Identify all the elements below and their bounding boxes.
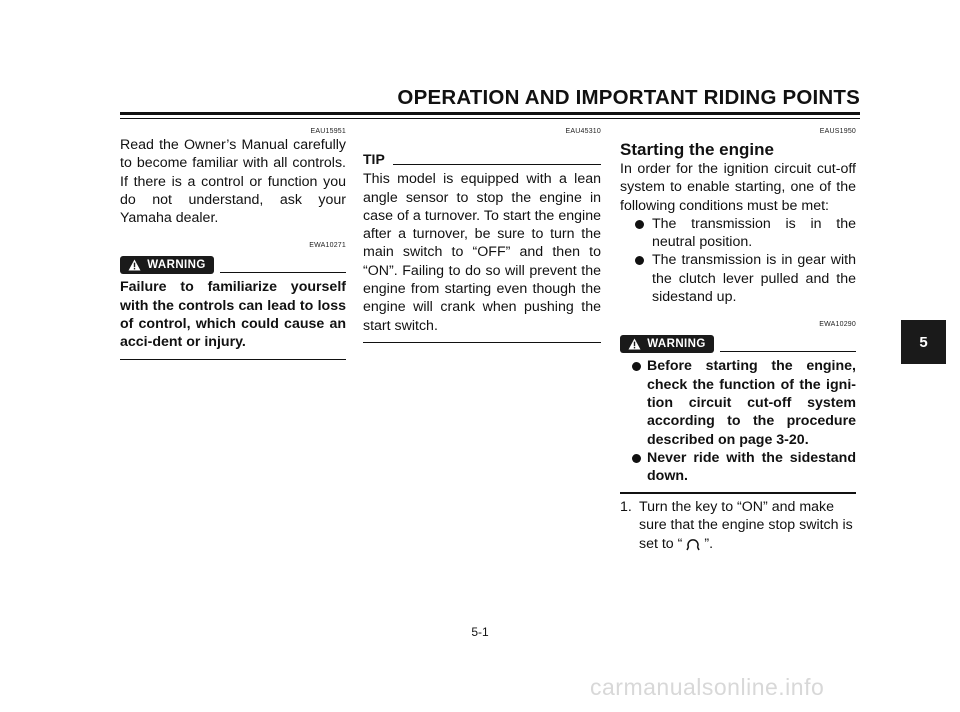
tip-header [363,150,601,168]
warning-header [120,256,346,274]
bullet-icon [635,256,644,265]
bullet-icon [632,454,641,463]
bullet-icon [635,220,644,229]
step-text-before: Turn the key to “ON” and make sure that the engine stop switch is set to “ [639,498,853,552]
conditions-list [620,215,856,306]
list-item: Never ride with the sidestand down. [620,449,856,486]
header-rule-thin [120,118,860,119]
section-code: EAUS1950 [819,128,856,135]
list-item: Before starting the engine, check the function of the igni-tion circuit cut-off system according to the procedure described on page 3-20. [620,357,856,448]
step-text-after: ”. [704,535,714,552]
header-rule-thick [120,112,860,115]
warning-header [620,335,856,353]
section-title: Starting the engine [620,140,774,159]
column-1 [120,127,346,360]
page-number: 5-1 [471,625,489,639]
list-item: The transmission is in gear with the clutch lever pulled and the sidestand up. [620,251,856,306]
warning-header-rule [720,351,856,353]
page-title: OPERATION AND IMPORTANT RIDING POINTS [397,86,860,109]
intro-paragraph: Read the Owner’s Manual carefully to become familiar with all controls. If there is a control or function you do not understand, ask your Yamaha dealer. [120,137,346,227]
chapter-tab: 5 [901,320,946,364]
warning-badge [620,335,714,353]
section-code: EAU45310 [565,128,601,135]
warning-end-rule [120,359,346,361]
watermark: carmanualsonline.info [590,674,825,700]
warning-end-rule [620,492,856,494]
column-3 [620,127,856,556]
warning-header-rule [220,272,346,274]
warning-badge [120,256,214,274]
tip-text: This model is equipped with a lean angle sensor to stop the engine in case of a turnover. To start the engine after a turnover, be sure to turn the main switch to “OFF” and then to “ON”. Failing to do so will prevent the engine from starting even though the engine will crank when pushing the start switch. [363,171,601,334]
step-item [620,498,856,556]
tip-end-rule [363,342,601,343]
list-item: The transmission is in the neutral position. [620,215,856,252]
warning-label: WARNING [647,338,706,351]
engine-stop-run-icon [686,536,700,556]
column-2 [363,127,601,343]
bullet-icon [632,362,641,371]
warning-code: EWA10271 [309,242,346,250]
tip-label: TIP [363,151,385,167]
tip-header-rule [393,164,601,165]
warning-list [620,357,856,485]
conditions-intro: In order for the ignition circuit cut-off system to enable starting, one of the following conditions must be met: [620,161,856,214]
warning-triangle-icon [628,338,641,350]
warning-text: Failure to familiarize yourself with the controls can lead to loss of control, which could cause an acci-dent or injury. [120,279,346,351]
warning-triangle-icon [128,259,141,271]
step-number: 1. [620,498,632,515]
warning-label: WARNING [147,259,206,272]
section-code: EAU15951 [310,128,346,135]
warning-code: EWA10290 [819,321,856,329]
